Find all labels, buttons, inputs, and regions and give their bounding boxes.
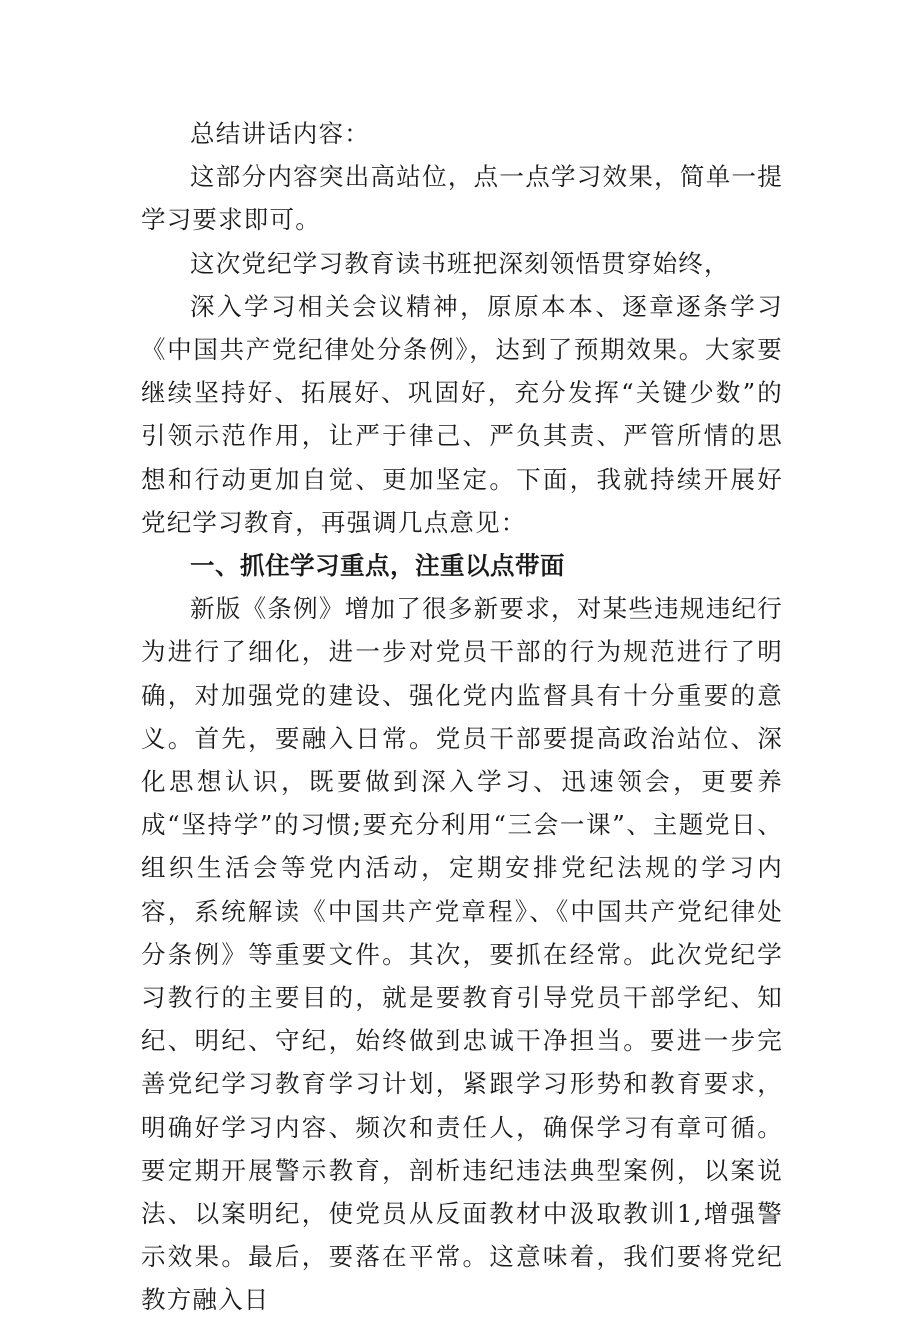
- intro-paragraph: 这部分内容突出高站位，点一点学习效果，简单一提学习要求即可。: [141, 162, 783, 235]
- opening-line: 这次党纪学习教育读书班把深刻领悟贯穿始终，: [190, 248, 730, 278]
- summary-title: 总结讲话内容：: [190, 119, 370, 148]
- section-heading-1: 一、抓住学习重点，注重以点带面: [190, 551, 565, 581]
- effect-paragraph: 深入学习相关会议精神，原原本本、逐章逐条学习《中国共产党纪律处分条例》，达到了预期效果。大家要继续坚持好、拓展好、巩固好，充分发挥“关键少数”的引领示范作用，让严于律己、严负其责、严管所情的思想和行动更加自觉、更加坚定。下面，我就持续开展好党纪学习教育，再强调几点意见：: [141, 291, 783, 537]
- document-body: [141, 112, 783, 1322]
- section-1-body: 新版《条例》增加了很多新要求，对某些违规违纪行为进行了细化，进一步对党员干部的行为规范进行了明确，对加强党的建设、强化党内监督具有十分重要的意义。首先，要融入日常。党员干部要提高政治站位、深化思想认识，既要做到深入学习、迅速领会，更要养成“坚持学”的习惯;要充分利用“三会一课”、主题党日、组织生活会等党内活动，定期安排党纪法规的学习内容，系统解读《中国共产党章程》、《中国共产党纪律处分条例》等重要文件。其次，要抓在经常。此次党纪学习教行的主要目的，就是要教育引导党员干部学纪、知纪、明纪、守纪，始终做到忠诚干净担当。要进一步完善党纪学习教育学习计划，紧跟学习形势和教育要求，明确好学习内容、频次和责任人，确保学习有章可循。要定期开展警示教育，剖析违纪违法典型案例，以案说法、以案明纪，使党员从反面教材中汲取教训1,增强警示效果。最后，要落在平常。这意味着，我们要将党纪教方融入日: [141, 594, 783, 1315]
